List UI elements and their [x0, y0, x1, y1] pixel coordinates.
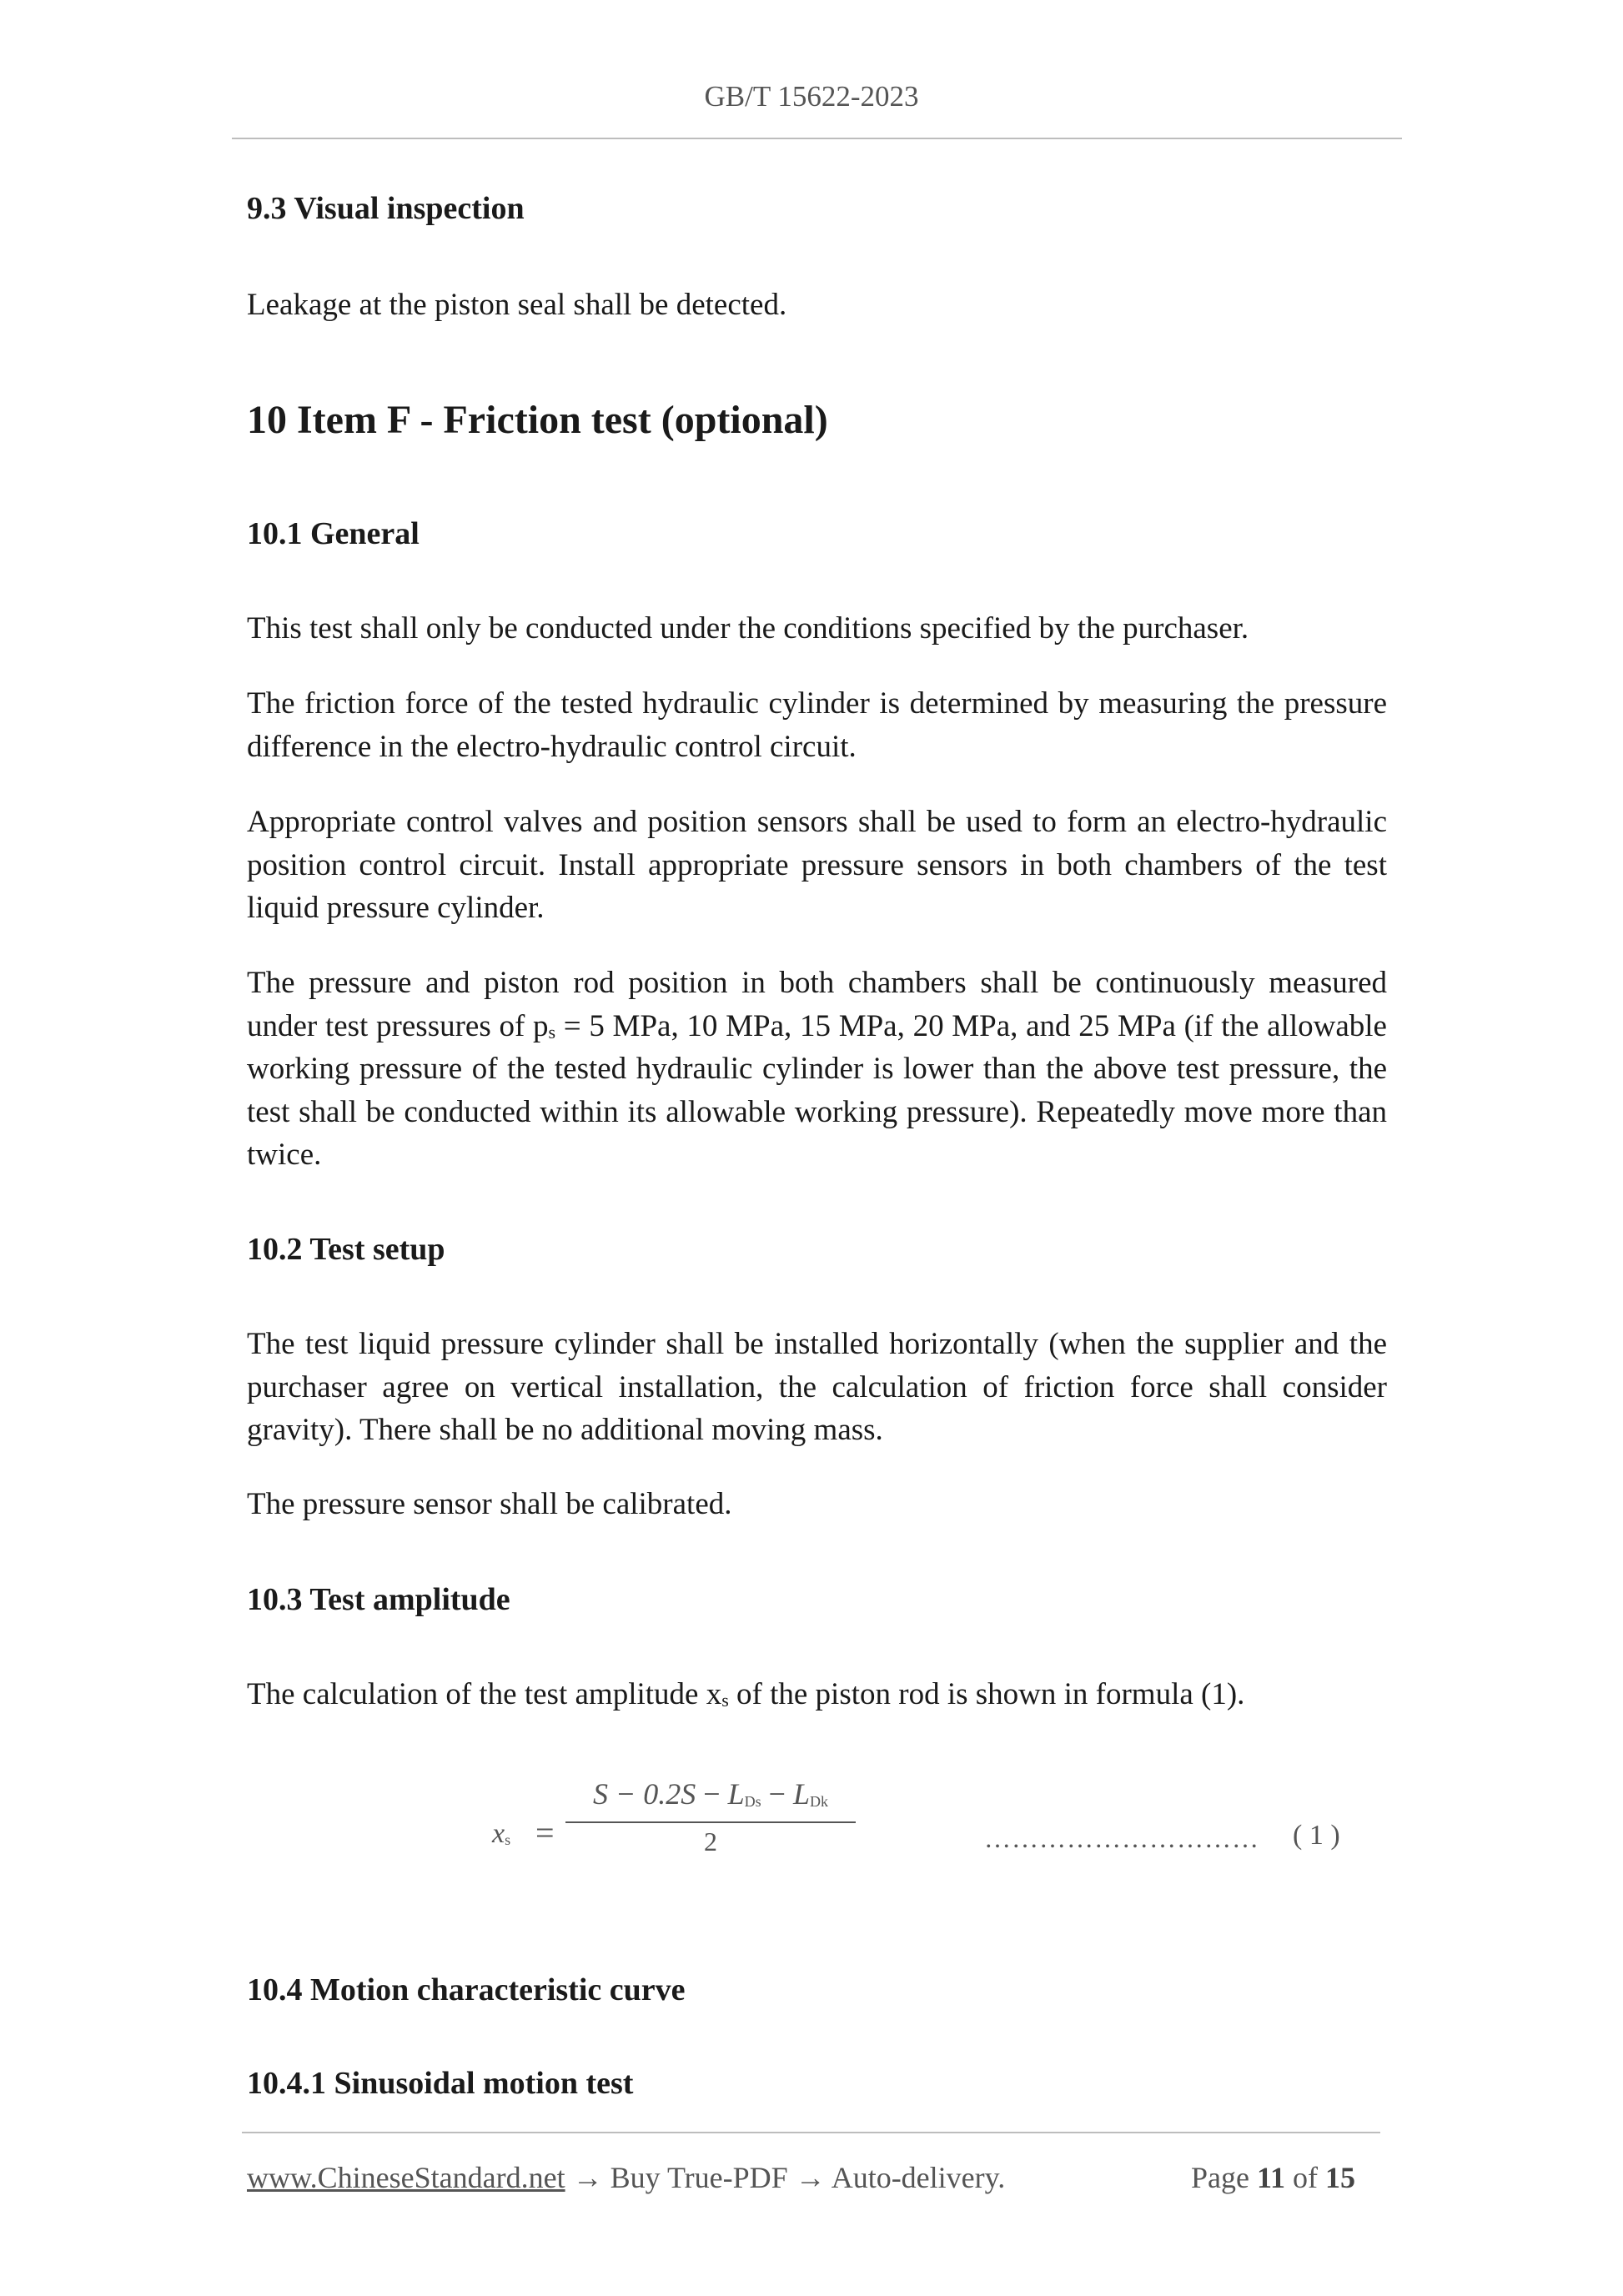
formula-numerator: [565, 1776, 856, 1816]
formula-lhs-sub: s: [505, 1831, 511, 1848]
footer-left: [247, 2160, 1005, 2195]
formula-num-l1-sub: Ds: [744, 1793, 761, 1810]
formula-num-c: −: [696, 1777, 728, 1811]
footer-rule: [242, 2132, 1380, 2133]
formula-equals: =: [535, 1814, 555, 1851]
paragraph-10-2-2: The pressure sensor shall be calibrated.: [247, 1487, 732, 1521]
formula-denominator: 2: [704, 1826, 717, 1856]
of-word: of: [1293, 2161, 1318, 2194]
formula-num-l1: L: [727, 1777, 745, 1811]
page-total: 15: [1325, 2161, 1355, 2194]
heading-10-1: 10.1 General: [247, 516, 420, 551]
formula-1: [492, 1776, 1393, 1876]
formula-lhs-var: x: [492, 1818, 505, 1849]
formula-num-b: S: [681, 1777, 696, 1811]
header-rule: [232, 138, 1402, 139]
formula-number: ( 1 ): [1293, 1820, 1340, 1851]
paragraph-10-1-2: The friction force of the tested hydraulic cylinder is determined by measuring the pressure difference in the electro-hydraulic control circuit.: [247, 686, 1387, 764]
formula-leader-dots: …………………………: [984, 1823, 1259, 1853]
formula-num-l2: L: [792, 1777, 810, 1811]
paragraph-10-3-1: [247, 1673, 1387, 1716]
formula-lhs: [492, 1818, 510, 1850]
doc-id: GB/T 15622-2023: [704, 80, 919, 113]
paragraph-9-3-1: Leakage at the piston seal shall be detected.: [247, 288, 787, 322]
site-link[interactable]: www.ChineseStandard.net: [247, 2161, 565, 2194]
heading-10-4: 10.4 Motion characteristic curve: [247, 1972, 686, 2007]
paragraph-10-3-1-part-b: of the piston rod is shown in formula (1).: [728, 1677, 1245, 1711]
paragraph-10-1-4: [247, 962, 1387, 1177]
paragraph-10-3-1-part-a: The calculation of the test amplitude x: [247, 1677, 722, 1711]
page-header: [0, 80, 1623, 113]
heading-10-4-1: 10.4.1 Sinusoidal motion test: [247, 2066, 634, 2101]
heading-9-3: 9.3 Visual inspection: [247, 191, 525, 226]
subscript-s: s: [548, 1021, 556, 1042]
subscript-s: s: [721, 1690, 729, 1711]
heading-10: 10 Item F - Friction test (optional): [247, 398, 828, 442]
formula-num-l2-sub: Dk: [810, 1793, 828, 1810]
paragraph-10-2-1: The test liquid pressure cylinder shall be installed horizontally (when the supplier and the purchaser agree on vertical installation, the calculation of friction force shall consider gravity). There shall be no additional moving mass.: [247, 1327, 1387, 1447]
heading-10-3: 10.3 Test amplitude: [247, 1582, 510, 1617]
formula-fraction-bar: [565, 1821, 856, 1823]
paragraph-10-1-3: Appropriate control valves and position sensors shall be used to form an electro-hydraulic position control circuit. Install appropriate pressure sensors in both chambers of the test liquid pressure cylinder.: [247, 805, 1387, 925]
footer-tagline: → Buy True-PDF → Auto-delivery.: [565, 2161, 1006, 2194]
heading-10-2: 10.2 Test setup: [247, 1232, 445, 1267]
formula-num-a: S − 0.2: [593, 1777, 681, 1811]
paragraph-10-1-4-part-b: = 5 MPa, 10 MPa, 15 MPa, 20 MPa, and 25 MPa (if the allowable working pressure of the tested hydraulic cylinder is lower than the above test pressure, the test shall be conducted within its allowable working pressure). Repeatedly move more than twice.: [247, 1008, 1387, 1172]
paragraph-10-1-4-part-a: The pressure and piston rod position in both chambers shall be continuously measured under test pressures of p: [247, 966, 1387, 1043]
paragraph-10-1-1: This test shall only be conducted under the conditions specified by the purchaser.: [247, 611, 1249, 646]
page-word: Page: [1191, 2161, 1249, 2194]
page-current: 11: [1256, 2161, 1285, 2194]
formula-fraction: [565, 1776, 856, 1857]
page-number: [1191, 2160, 1355, 2195]
formula-num-d: −: [761, 1777, 793, 1811]
